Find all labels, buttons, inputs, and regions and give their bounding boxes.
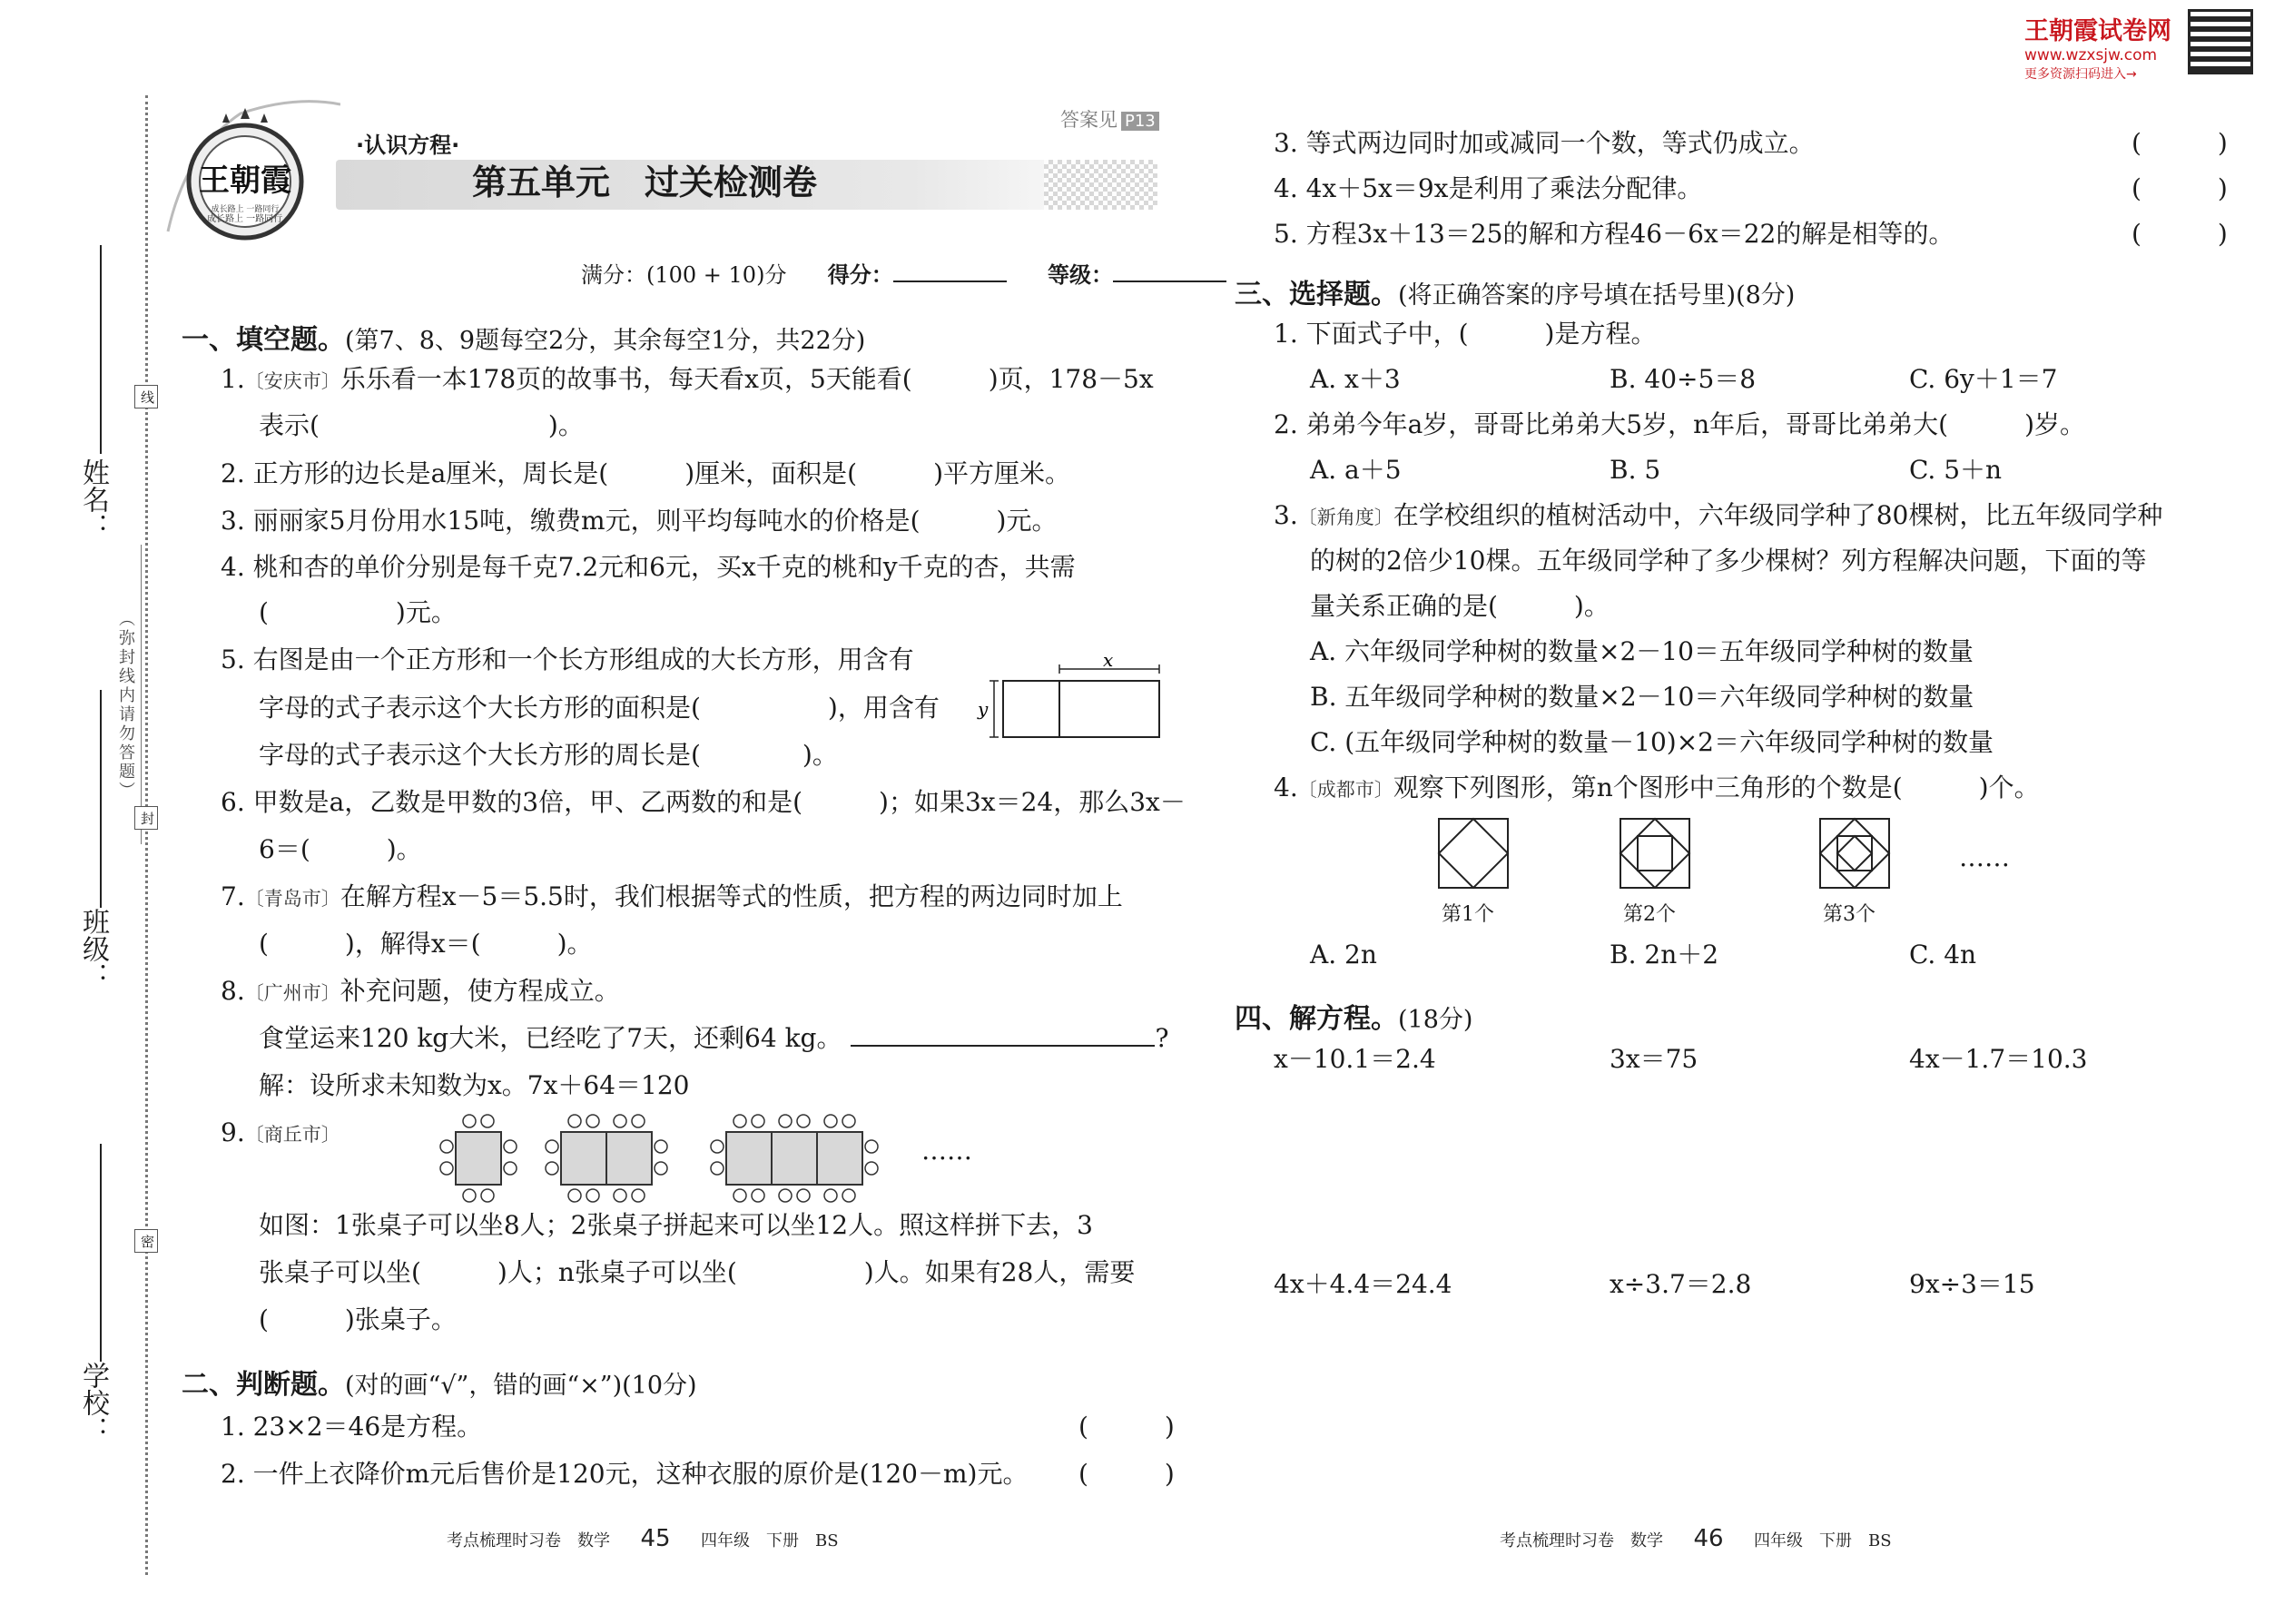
q4-line1: 4. 桃和杏的单价分别是每千克7.2元和6元，买x千克的桃和y千克的杏，共需 (221, 552, 1076, 582)
choice-1-option-a[interactable]: A. x＋3 (1310, 364, 1401, 394)
choice-4-option-c[interactable]: C. 4n (1909, 940, 1977, 969)
choice-3-line2: 的树的2倍少10棵。五年级同学种了多少棵树？列方程解决问题，下面的等 (1310, 546, 2147, 576)
footer-right-title: 考点梳理时习卷 数学 (1500, 1531, 1663, 1550)
choice-2: 2. 弟弟今年a岁，哥哥比弟弟大5岁，n年后，哥哥比弟弟大( )岁。 (1274, 409, 2086, 439)
q1-text: 乐乐看一本178页的故事书，每天看x页，5天能看( )页，178－5x (340, 364, 1154, 394)
q9-number: 9. (221, 1117, 245, 1147)
q5-label-x: x (1103, 655, 1114, 671)
equation-answer-area-2[interactable] (1610, 1085, 1882, 1257)
equation-2: 3x＝75 (1610, 1044, 1698, 1074)
footer-right-grade: 四年级 下册 BS (1754, 1531, 1892, 1550)
school-field[interactable] (100, 1144, 102, 1362)
name-field[interactable] (100, 245, 102, 454)
choice-1-option-c[interactable]: C. 6y＋1＝7 (1909, 364, 2058, 394)
page-number-46: 46 (1693, 1525, 1724, 1552)
q5-line3: 字母的式子表示这个大长方形的周长是( )。 (259, 740, 838, 770)
score-field[interactable] (893, 281, 1007, 282)
q8-text: 补充问题，使方程成立。 (340, 976, 620, 1006)
brand-name: 王朝霞试卷网 (2024, 17, 2171, 45)
svg-text:王朝霞: 王朝霞 (199, 162, 291, 199)
q9-line4: ( )张桌子。 (259, 1304, 457, 1334)
q8-line3: 解：设所求未知数为x。7x＋64＝120 (259, 1070, 690, 1100)
school-label: 学校： (77, 1362, 109, 1443)
choice-3-number: 3. (1274, 500, 1298, 530)
answer-ref-label: 答案见 (1060, 109, 1117, 131)
section1-title (182, 317, 865, 357)
q9-line2: 如图：1张桌子可以坐8人；2张桌子拼起来可以坐12人。照这样拼下去，3 (259, 1210, 1093, 1240)
grade-label: 等级： (1048, 262, 1114, 288)
q5-rectangle (1059, 681, 1159, 737)
choice-4-tag: 〔成都市〕 (1297, 779, 1393, 801)
choice-3-option-c[interactable]: C. (五年级同学种树的数量－10)×2＝六年级同学种树的数量 (1310, 727, 1994, 757)
q7-text: 在解方程x－5＝5.5时，我们根据等式的性质，把方程的两边同时加上 (340, 881, 1123, 911)
judge-3: 3. 等式两边同时加或减同一个数，等式仍成立。 (1274, 128, 1815, 158)
score-line (581, 257, 1226, 293)
section4-heading: 四、解方程。 (1235, 1003, 1398, 1035)
q9-table-2 (546, 1115, 667, 1202)
choice-3-option-a[interactable]: A. 六年级同学种树的数量×2－10＝五年级同学种树的数量 (1310, 636, 1974, 666)
name-label: 姓名： (77, 458, 109, 540)
choice-3-option-b[interactable]: B. 五年级同学种树的数量×2－10＝六年级同学种树的数量 (1310, 682, 1974, 712)
footer-right (1500, 1525, 1892, 1552)
choice-3-line1 (1274, 497, 2162, 536)
choice-4-text: 观察下列图形，第n个图形中三角形的个数是( )个。 (1393, 773, 2040, 802)
choice-4-option-b[interactable]: B. 2n＋2 (1610, 940, 1719, 969)
binding-dotted-line (145, 95, 148, 1575)
q8-line2 (259, 1020, 1169, 1057)
cut-mark-secret: 密 (134, 1229, 158, 1253)
equation-4: 4x＋4.4＝24.4 (1274, 1269, 1452, 1299)
choice-4-line1 (1274, 770, 2040, 808)
topic-label: ·认识方程· (356, 133, 460, 158)
choice-4-figure-3 (1818, 817, 1891, 890)
qr-code-icon[interactable] (2188, 9, 2253, 74)
choice-2-option-c[interactable]: C. 5＋n (1909, 455, 2003, 485)
choice-4-caption-1: 第1个 (1442, 903, 1494, 926)
q9-line1 (221, 1115, 340, 1153)
choice-4-ellipsis: …… (1959, 842, 2010, 872)
equation-3: 4x－1.7＝10.3 (1909, 1044, 2088, 1074)
judge-4: 4. 4x＋5x＝9x是利用了乘法分配律。 (1274, 173, 1703, 203)
equation-answer-area-4[interactable] (1274, 1307, 1582, 1516)
judge-2: 2. 一件上衣降价m元后售价是120元，这种衣服的原价是(120－m)元。 (221, 1459, 1029, 1489)
q7-line2: ( )，解得x＝( )。 (259, 929, 593, 959)
footer-left-title: 考点梳理时习卷 数学 (447, 1531, 610, 1550)
equation-answer-area-6[interactable] (1909, 1307, 2218, 1516)
class-label: 班级： (77, 908, 109, 989)
judge-5-answer[interactable]: ( ) (2132, 219, 2228, 249)
brand-url: www.wzxsjw.com (2024, 46, 2158, 64)
judge-5: 5. 方程3x＋13＝25的解和方程46－6x＝22的解是相等的。 (1274, 219, 1954, 249)
q5-line2: 字母的式子表示这个大长方形的面积是( )，用含有 (259, 693, 940, 723)
q5-rectangle-figure (976, 655, 1167, 746)
footer-left-grade: 四年级 下册 BS (701, 1531, 839, 1550)
binding-notice: （弥封线内请勿答题） (116, 610, 135, 801)
q8-tag: 〔广州市〕 (244, 982, 340, 1004)
choice-2-option-b[interactable]: B. 5 (1610, 455, 1661, 485)
choice-3-line3: 量关系正确的是( )。 (1310, 591, 1610, 621)
choice-4-number: 4. (1274, 773, 1298, 802)
svg-text:成长路上 一路同行: 成长路上 一路同行 (211, 205, 280, 214)
q1-number: 1. (221, 364, 245, 394)
choice-4-option-a[interactable]: A. 2n (1310, 940, 1377, 969)
answer-ref (1060, 102, 1159, 140)
brand-block (2024, 11, 2171, 83)
section3-heading: 三、选择题。 (1235, 279, 1398, 310)
section3-note: (将正确答案的序号填在括号里)(8分) (1398, 281, 1796, 310)
q9-tag: 〔商丘市〕 (244, 1124, 340, 1146)
section1-note: (第7、8、9题每空2分，其余每空1分，共22分) (345, 327, 866, 355)
score-label: 得分： (827, 262, 893, 288)
q3: 3. 丽丽家5月份用水15吨，缴费m元，则平均每吨水的价格是( )元。 (221, 506, 1058, 536)
choice-4-caption-2: 第2个 (1623, 903, 1676, 926)
q7-number: 7. (221, 881, 245, 911)
equation-5: x÷3.7＝2.8 (1610, 1269, 1752, 1299)
q5-line1: 5. 右图是由一个正方形和一个长方形组成的大长方形，用含有 (221, 645, 914, 674)
binding-notice-line (141, 545, 142, 844)
judge-1-answer[interactable]: ( ) (1078, 1412, 1175, 1442)
class-field[interactable] (100, 690, 102, 908)
q8-answer-field[interactable] (851, 1045, 1155, 1047)
footer-left (447, 1525, 839, 1552)
q8-question-mark: ? (1155, 1023, 1169, 1053)
section1-heading: 一、填空题。 (182, 324, 345, 356)
q6-line1: 6. 甲数是a，乙数是甲数的3倍，甲、乙两数的和是( )；如果3x＝24，那么3x－ (221, 787, 1186, 817)
equation-answer-area-5[interactable] (1610, 1307, 1882, 1516)
judge-2-answer[interactable]: ( ) (1078, 1459, 1175, 1489)
answer-page-badge: P13 (1121, 112, 1159, 131)
cut-mark-line: 线 (134, 385, 158, 408)
choice-2-option-a[interactable]: A. a＋5 (1310, 455, 1402, 485)
cut-mark-seal: 封 (134, 806, 158, 830)
section4-note: (18分) (1398, 1006, 1473, 1034)
choice-1-option-b[interactable]: B. 40÷5＝8 (1610, 364, 1757, 394)
q8-context: 食堂运来120 kg大米，已经吃了7天，还剩64 kg。 (259, 1023, 842, 1053)
equation-1: x－10.1＝2.4 (1274, 1044, 1436, 1074)
q5-label-y: y (978, 698, 989, 720)
section4-title (1235, 996, 1472, 1036)
q5-square (1003, 681, 1059, 737)
page-title: 第五单元 过关检测卷 (472, 162, 818, 202)
q2: 2. 正方形的边长是a厘米，周长是( )厘米，面积是( )平方厘米。 (221, 458, 1071, 488)
score-full: 满分：(100 + 10)分 (581, 262, 787, 288)
equation-answer-area-1[interactable] (1274, 1085, 1582, 1257)
section2-note: (对的画“√”，错的画“×”)(10分) (345, 1372, 697, 1400)
q8-line1 (221, 973, 620, 1011)
judge-3-answer[interactable]: ( ) (2132, 128, 2228, 158)
q9-table-1 (440, 1115, 517, 1202)
brand-slogan: 更多资源扫码进入→ (2024, 67, 2137, 82)
title-band-pattern (1044, 160, 1157, 210)
q7-line1 (221, 879, 1123, 917)
q4-line2: ( )元。 (259, 597, 457, 627)
equation-6: 9x÷3＝15 (1909, 1269, 2035, 1299)
choice-4-caption-3: 第3个 (1823, 903, 1876, 926)
section2-heading: 二、判断题。 (182, 1369, 345, 1401)
choice-3-tag: 〔新角度〕 (1297, 507, 1393, 528)
q9-tables-figure (436, 1112, 980, 1212)
judge-1: 1. 23×2＝46是方程。 (221, 1412, 483, 1442)
q1-line1 (221, 361, 1154, 399)
page-number-45: 45 (640, 1525, 671, 1552)
q1-line2: 表示( )。 (259, 410, 584, 440)
choice-4-figure-2 (1619, 817, 1691, 890)
choice-3-text: 在学校组织的植树活动中，六年级同学种了80棵树，比五年级同学种 (1393, 500, 2163, 530)
q9-line3: 张桌子可以坐( )人；n张桌子可以坐( )人。如果有28人，需要 (259, 1257, 1136, 1287)
logo-caption: 成长路上 一路同行 (207, 214, 283, 224)
grade-field[interactable] (1113, 281, 1226, 282)
judge-4-answer[interactable]: ( ) (2132, 173, 2228, 203)
q6-line2: 6＝( )。 (259, 834, 422, 864)
q9-ellipsis: …… (921, 1136, 972, 1166)
q1-tag: 〔安庆市〕 (244, 370, 340, 392)
q9-table-3 (711, 1115, 878, 1202)
choice-4-figure-1 (1437, 817, 1510, 890)
q7-tag: 〔青岛市〕 (244, 888, 340, 910)
section3-title (1235, 271, 1795, 311)
choice-1: 1. 下面式子中，( )是方程。 (1274, 319, 1657, 349)
q8-number: 8. (221, 976, 245, 1006)
equation-answer-area-3[interactable] (1909, 1085, 2218, 1257)
section2-title (182, 1362, 697, 1402)
